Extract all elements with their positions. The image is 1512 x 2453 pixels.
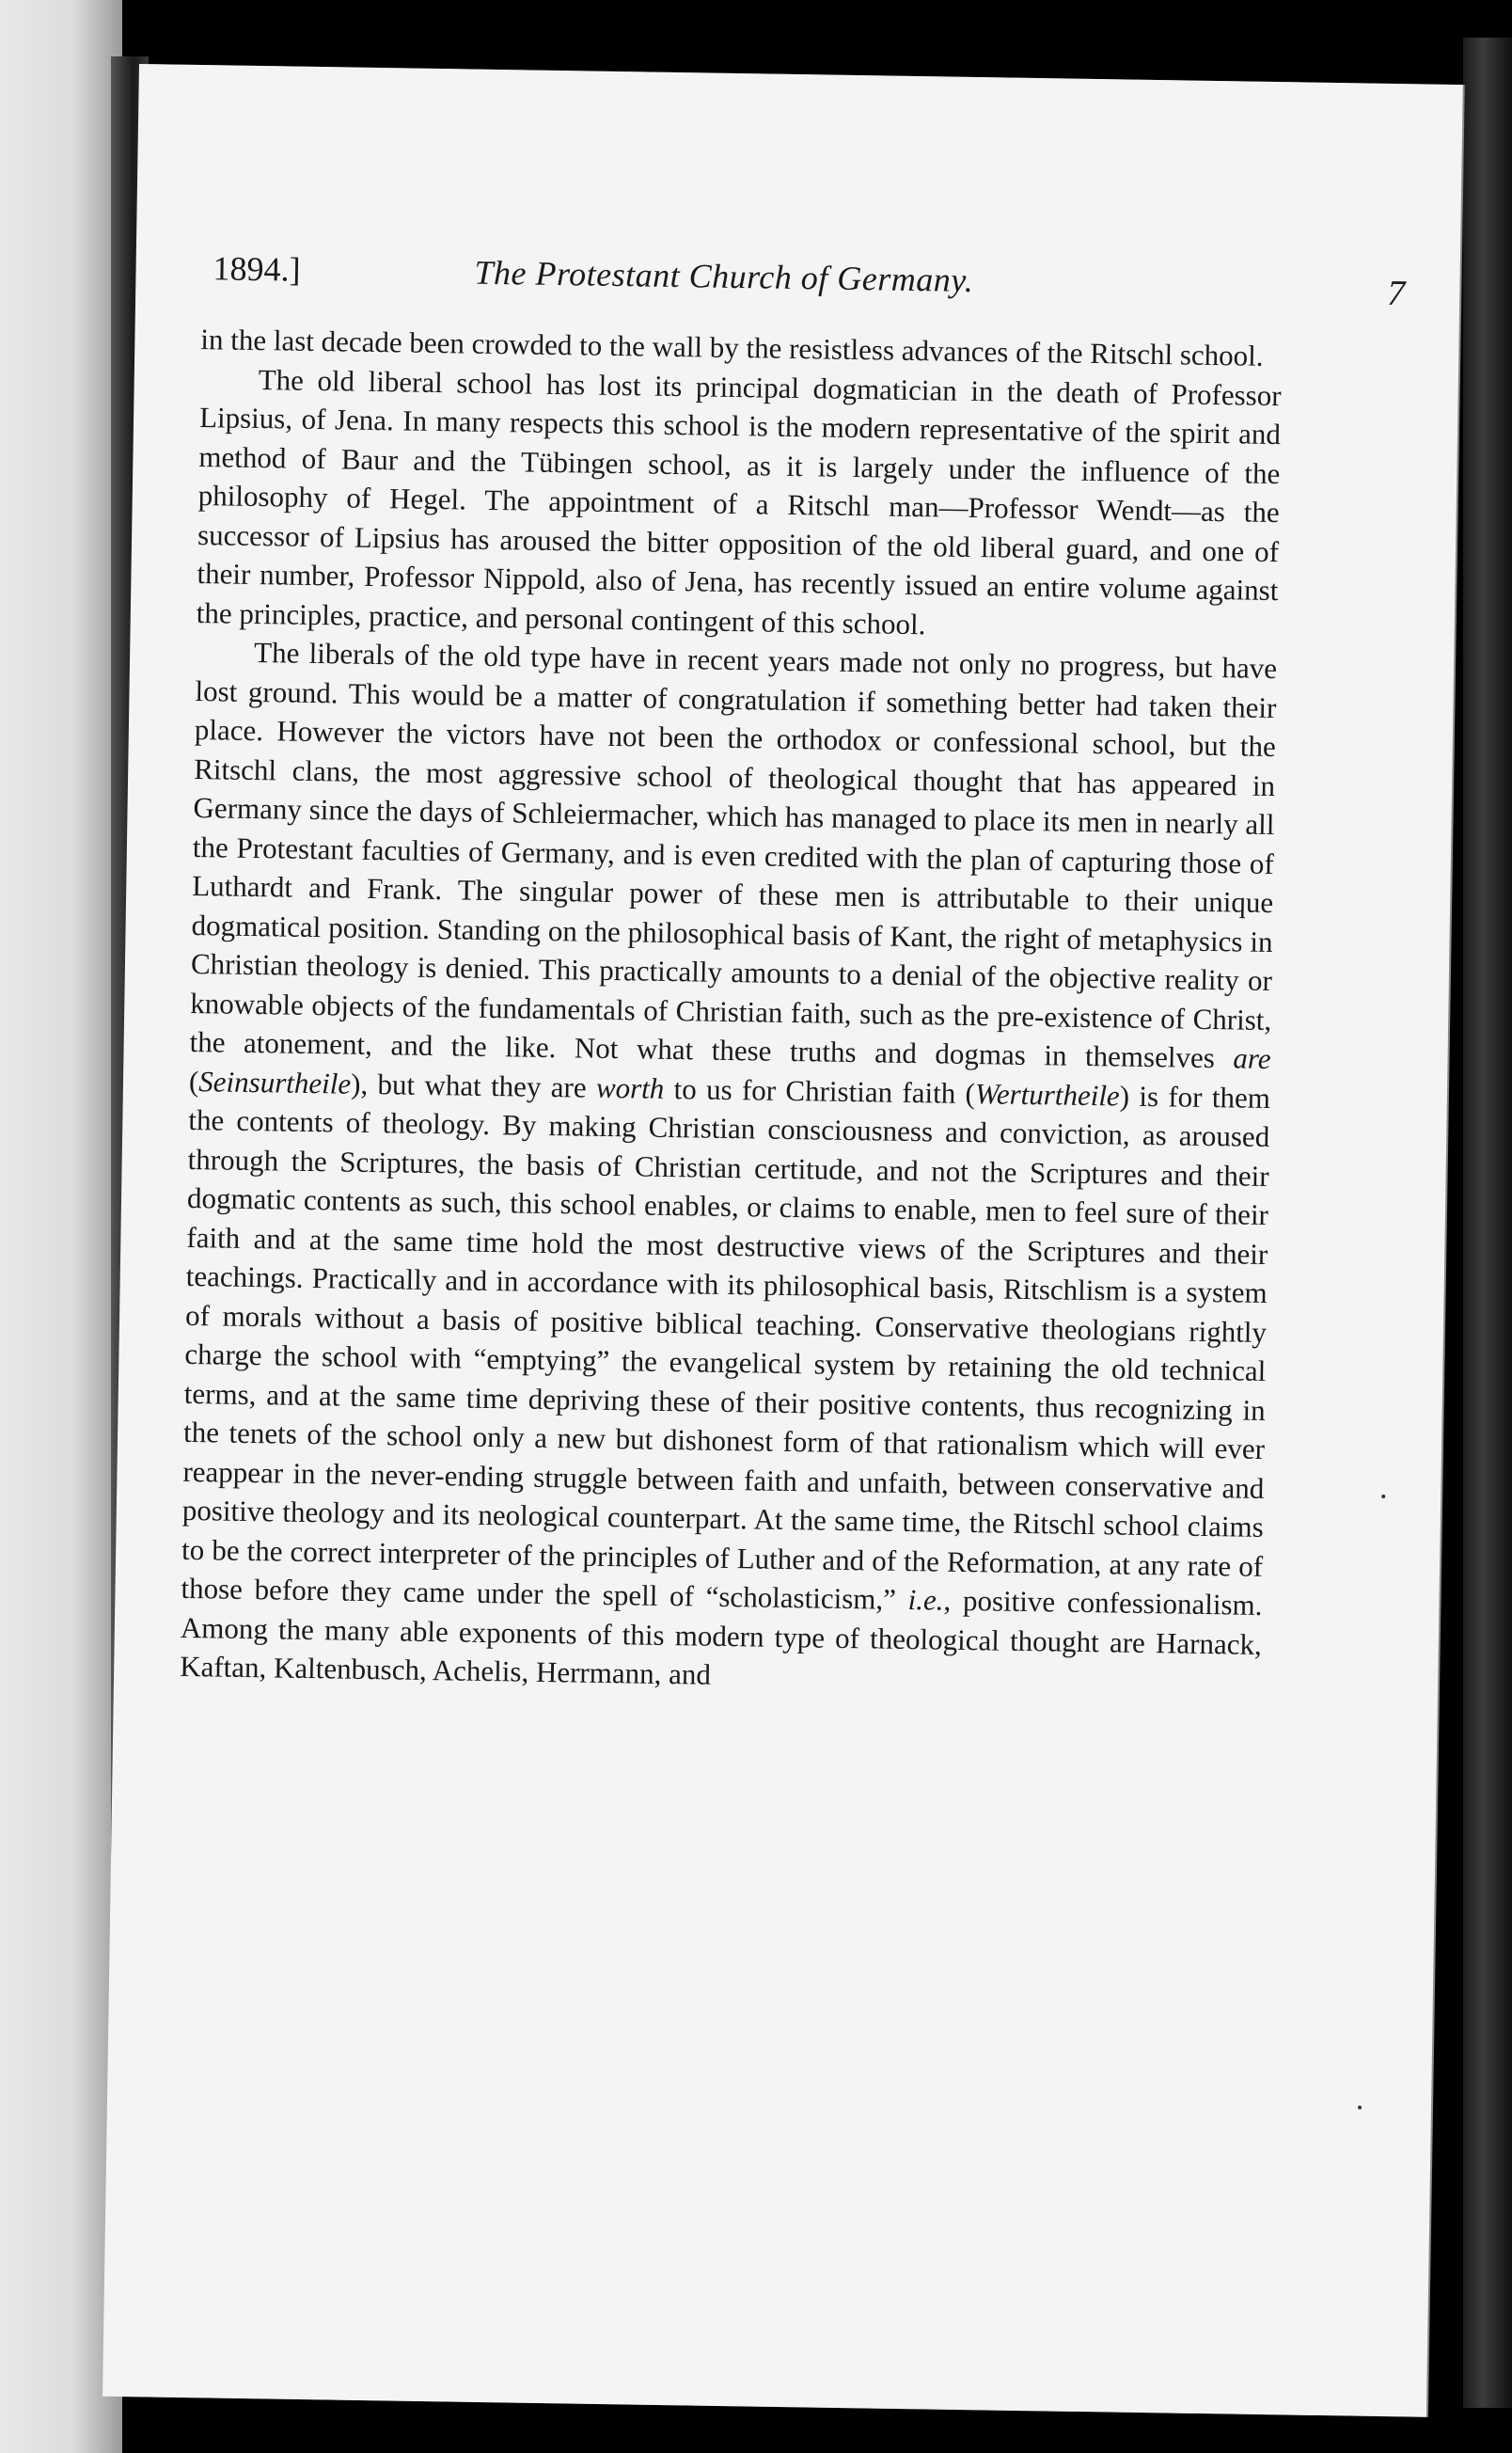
italic-werturtheile: Werturtheile <box>974 1076 1121 1113</box>
paragraph-text: The liberals of the old type have in recent years made not only no progress, but have lost ground. This would be a matter of congratulation if something better had taken their place. However the victors have not been the orthodox or confessional school, but the Ritschl clans, the most aggressive school of theological thought that has appeared in Germany since the days of Schleiermacher, which has managed to place its men in nearly all the Protestant faculties of Germany, and is even credited with the plan of capturing those of Luthardt and Frank. The singular power of these men is attributable to their unique dogmatical position. Standing on the philosophical basis of Kant, the right of metaphysics in Christian theology is denied. This practically amounts to a denial of the objective reality or knowable objects of the fundamentals of Christian faith, such as the pre-existence of Christ, the atonement, and the like. Not what these truths and dogmas in themselves <box>189 635 1278 1075</box>
paragraph-text: to us for Christian faith ( <box>664 1071 976 1110</box>
print-speck <box>1381 1495 1385 1498</box>
book-page <box>102 64 1463 2417</box>
running-head-title: The Protestant Church of Germany. <box>474 253 974 299</box>
paragraph-continuation: in the last decade been crowded to the wall by the resistless advances of the Ritschl school. <box>200 323 1264 372</box>
running-head-year: 1894.] <box>213 249 301 289</box>
italic-ie: i.e. <box>907 1583 944 1617</box>
paragraph-ritschl-school <box>180 632 1277 1702</box>
page-content <box>179 248 1406 1702</box>
page-block-edge <box>1463 38 1512 2408</box>
previous-page-edge <box>0 0 122 2453</box>
running-head <box>201 248 1406 322</box>
page-number: 7 <box>1387 273 1406 314</box>
italic-worth: worth <box>595 1070 665 1105</box>
paragraph-text: ) is for them the contents of theology. By making Christian consciousness and conviction, as aroused through the Scriptures, the basis of Christian certitude, and not the Scriptures and their dogmatic contents as such, this school enables, or claims to enable, men to feel sure of their faith and at the same time hold the most destructive views of the Scriptures and their teachings. Practically and in accordance with its philosophical basis, Ritschlism is a system of morals without a basis of positive biblical teaching. Conservative theologians rightly charge the school with “emptying” the evangelical system by retaining the old technical terms, and at the same time depriving these of their positive contents, thus recognizing in the tenets of the school only a new but dishonest form of that rationalism which will ever reappear in the never-ending struggle between faith and unfaith, between conservative and positive theology and its neological counterpart. At the same time, the Ritschl school claims to be the correct interpreter of the principles of Luther and of the Reformation, at any rate of those before they came under the spell of “scholasticism,” <box>181 1079 1271 1617</box>
italic-seinsurtheile: Seinsurtheile <box>198 1064 352 1100</box>
italic-are: are <box>1233 1041 1271 1076</box>
paragraph-text: ), but what they are <box>350 1067 597 1104</box>
paragraph-old-liberal-school: The old liberal school has lost its principal dogmatician in the death of Professor Lipsius, of Jena. In many respects this school is the modern representative of the spirit and method of Baur and the Tübingen school, as it is largely under the influence of the philosophy of Hegel. The appointment of a Ritschl man—Professor Wendt—as the successor of Lipsius has aroused the bitter opposition of the old liberal guard, and one of their number, Professor Nippold, also of Jena, has recently issued an entire volume against the principles, practice, and personal contingent of this school. <box>196 362 1282 641</box>
paragraph-text: , positive confessionalism. Among the many able exponents of this modern type of theological thought are Harnack, Kaftan, Kaltenbusch, Achelis, Herrmann, and <box>179 1583 1263 1691</box>
paragraph-text: ( <box>188 1064 199 1098</box>
print-speck <box>1358 2106 1362 2110</box>
